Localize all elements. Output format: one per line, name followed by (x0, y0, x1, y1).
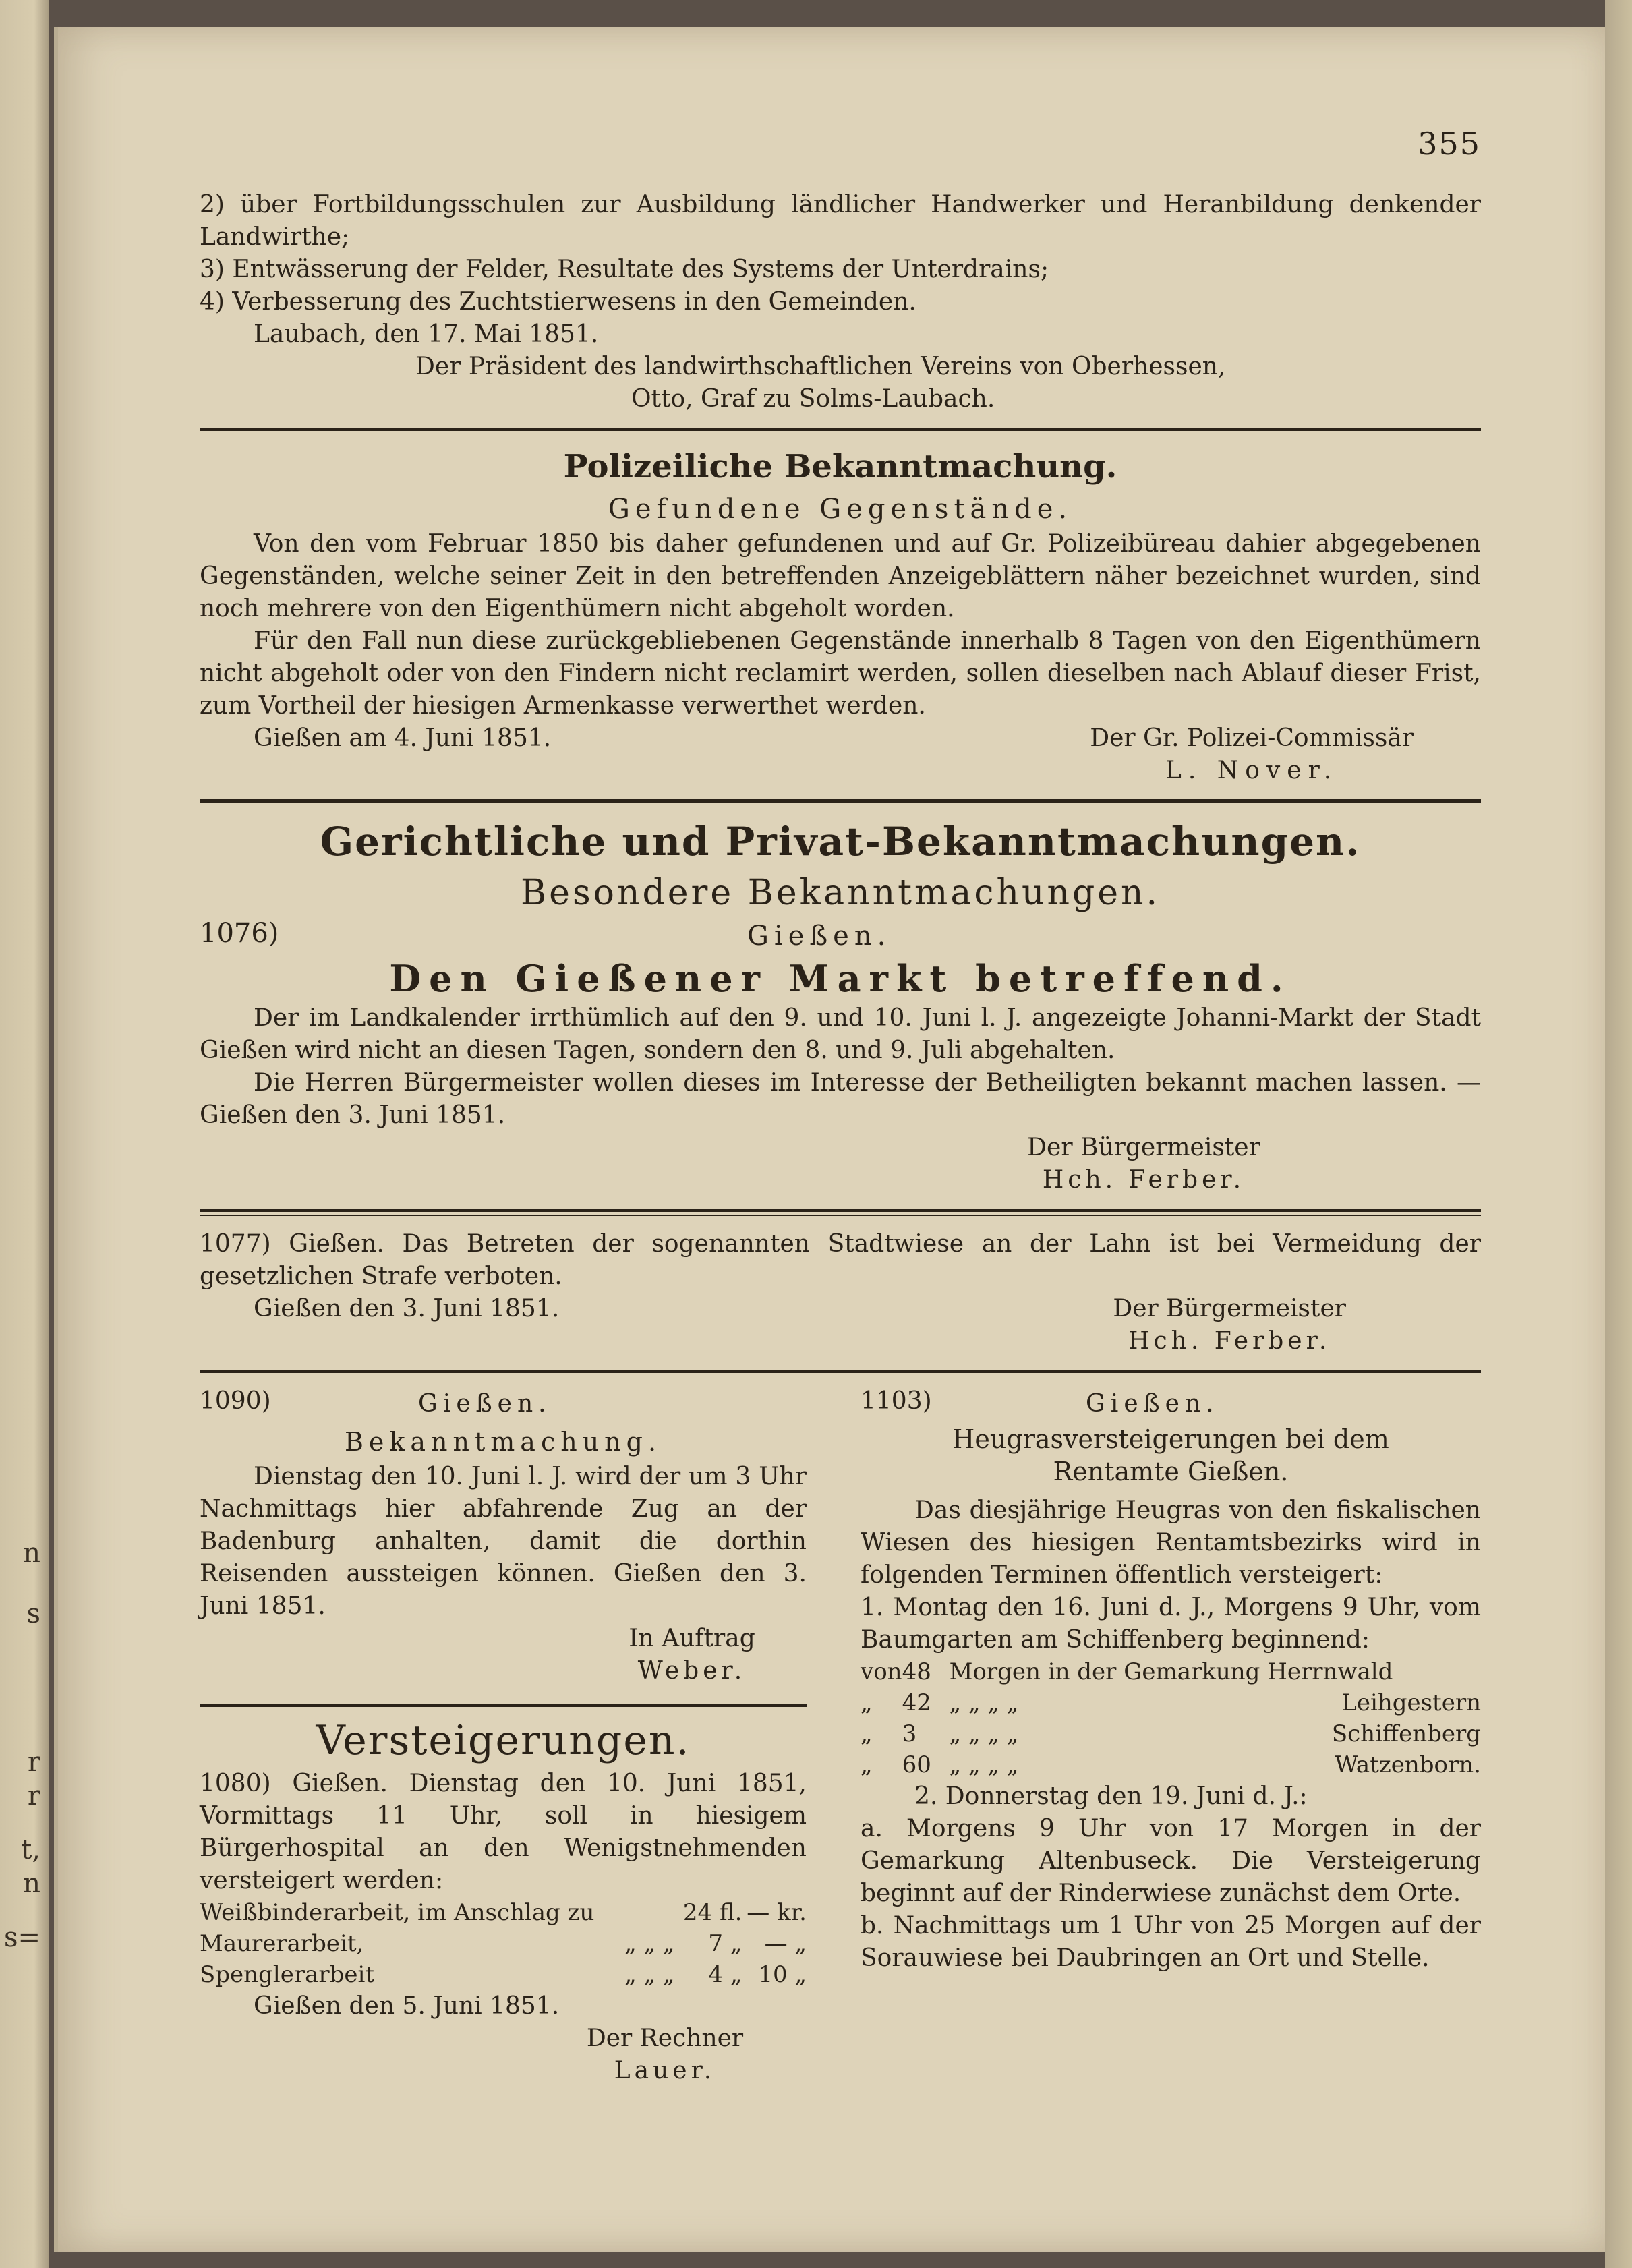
left-column (200, 1385, 807, 2087)
notice-paragraph: Dienstag den 10. Juni l. J. wird der um 3 Uhr Nachmittags hier abfahrende Zug an der Badenburg anhalten, damit die dorthin Reisenden aussteigen können. Gießen den 3. Juni 1851. (200, 1463, 807, 1620)
signer-title: Der Bürgermeister (1113, 1295, 1346, 1322)
notice-paragraph: 1080) Gießen. Dienstag den 10. Juni 1851, Vormittags 11 Uhr, soll in hiesigem Bürgerhospital an den Wenigstnehmenden versteigert werden: (200, 1770, 807, 1894)
table-cell: „ (861, 1720, 873, 1747)
signer-name: Lauer. (614, 2057, 716, 2085)
place-date: Gießen am 4. Juni 1851. (254, 724, 552, 752)
notice-paragraph: Die Herren Bürgermeister wollen dieses im Interesse der Betheiligten bekannt machen lassen. — Gießen den 3. Juni 1851. (200, 1069, 1481, 1129)
notice-item: 1. Montag den 16. Juni d. J., Morgens 9 Uhr, vom Baumgarten am Schiffenberg beginnend: (861, 1594, 1481, 1654)
meadow-table (861, 1656, 1481, 1780)
auctions-heading: Versteigerungen. (316, 1717, 691, 1764)
notice-place: Gießen. (1086, 1390, 1219, 1418)
table-cell: 7 „ (708, 1930, 742, 1957)
table-cell: Leihgestern (1341, 1689, 1481, 1716)
table-cell: Spenglerarbeit (200, 1961, 375, 1988)
table-cell: Watzenborn. (1334, 1751, 1481, 1778)
police-paragraph: Von den vom Februar 1850 bis daher gefundenen und auf Gr. Polizeibüreau dahier abgegebenen Gegenständen, welche seiner Zeit in den betreffenden Anzeigeblättern näher bezeichnet wurden, sind noch mehrere von den Eigenthümern nicht abgeholt worden. (200, 530, 1481, 622)
section-rule-thin (200, 1215, 1481, 1216)
police-notice (200, 443, 1481, 787)
document-page (54, 27, 1609, 2252)
court-heading: Gerichtliche und Privat-Bekanntmachungen. (320, 819, 1361, 865)
two-column-section (200, 1385, 1481, 2087)
signer-title: Der Rechner (586, 2025, 744, 2052)
table-cell (624, 1897, 678, 1928)
margin-fragment: n (23, 1868, 40, 1899)
notice-place: Gießen. (418, 1390, 552, 1418)
place-date: Gießen den 3. Juni 1851. (254, 1295, 560, 1322)
signer-title: Der Präsident des landwirthschaftlichen Vereins von Oberhessen, (415, 353, 1226, 380)
table-row (861, 1718, 1481, 1749)
margin-fragment: t, (21, 1834, 40, 1865)
table-cell: Weißbinderarbeit, im Anschlag zu (200, 1899, 595, 1926)
margin-fragment: r (27, 1747, 40, 1778)
table-cell: Maurerarbeit, (200, 1930, 364, 1957)
table-cell: „ „ „ „ (949, 1720, 1019, 1747)
table-row (200, 1928, 807, 1959)
right-column (861, 1385, 1481, 2087)
signer-title: Der Gr. Polizei-Commissär (1090, 724, 1414, 752)
page-content (200, 94, 1481, 2087)
table-cell: „ „ „ „ (949, 1751, 1019, 1778)
section-rule (200, 1370, 1481, 1373)
left-page-edge (0, 0, 49, 2268)
notice-title: Heugrasversteigerungen bei dem Rentamte Gießen. (952, 1424, 1389, 1486)
section-rule (200, 799, 1481, 803)
cost-table (200, 1897, 807, 1990)
notice-number: 1103) (861, 1387, 932, 1415)
notice-1103 (861, 1385, 1481, 1975)
section-rule (200, 1209, 1481, 1212)
table-cell: 3 (902, 1720, 917, 1747)
right-page-edge (1605, 0, 1632, 2268)
table-cell: 48 (902, 1658, 931, 1685)
table-row (861, 1656, 1481, 1687)
table-row (200, 1897, 807, 1928)
notice-item: b. Nachmittags um 1 Uhr von 25 Morgen auf der Sorauwiese bei Daubringen an Ort und Stelle. (861, 1912, 1481, 1972)
police-paragraph: Für den Fall nun diese zurückgebliebenen Gegenstände innerhalb 8 Tagen von den Eigenthümern nicht abgeholt oder von den Findern nicht reclamirt werden, sollen dieselben nach Ablauf dieser Frist, zum Vortheil der hiesigen Armenkasse verwerthet werden. (200, 627, 1481, 720)
table-cell: 24 fl. (682, 1899, 742, 1926)
notice-title: Bekanntmachung. (344, 1427, 662, 1457)
notice-paragraph: Der im Landkalender irrthümlich auf den 9. und 10. Juni l. J. angezeigte Johanni-Markt der Stadt Gießen wird nicht an diesen Tagen, sondern den 8. und 9. Juli abgehalten. (200, 1004, 1481, 1064)
notice-paragraph: Das diesjährige Heugras von den fiskalischen Wiesen des hiesigen Rentamtsbezirks wird in folgenden Terminen öffentlich versteigert: (861, 1496, 1481, 1589)
notice-item: 4) Verbesserung des Zuchtstierwesens in den Gemeinden. (200, 288, 916, 316)
notice-number: 1076) (200, 918, 279, 949)
signer-name: L. Nover. (1165, 757, 1339, 784)
margin-fragment: r (27, 1780, 40, 1811)
section-rule (200, 428, 1481, 431)
notice-item: 2. Donnerstag den 19. Juni d. J.: (914, 1782, 1308, 1810)
notice-paragraph: 1077) Gießen. Das Betreten der sogenannten Stadtwiese an der Lahn ist bei Vermeidung der gesetzlichen Strafe verboten. (200, 1230, 1481, 1290)
table-cell: 60 (902, 1751, 931, 1778)
notice-1090 (200, 1385, 807, 1687)
notice-item: 3) Entwässerung der Felder, Resultate des Systems der Unterdrains; (200, 256, 1049, 283)
notice-place: Gießen. (747, 921, 892, 952)
table-row (200, 1959, 807, 1990)
section-rule (200, 1704, 807, 1707)
table-cell: Schiffenberg (1331, 1720, 1481, 1747)
margin-fragment: s (26, 1598, 40, 1629)
signer-name: Hch. Ferber. (1128, 1327, 1331, 1355)
table-cell: „ „ „ „ (949, 1689, 1019, 1716)
notice-title: Den Gießener Markt betreffend. (389, 957, 1291, 1000)
table-cell: 42 (902, 1689, 931, 1716)
court-subheading: Besondere Bekanntmachungen. (520, 873, 1161, 913)
signer-name: Hch. Ferber. (1042, 1166, 1246, 1194)
notice-number: 1090) (200, 1387, 271, 1415)
notice-1077 (200, 1228, 1481, 1358)
page-number: 355 (1418, 125, 1481, 162)
table-row (861, 1749, 1481, 1780)
table-row (861, 1687, 1481, 1718)
table-cell: von (861, 1658, 902, 1685)
notice-1076 (200, 917, 1481, 1196)
table-cell: 10 „ (758, 1961, 807, 1988)
table-cell: „ (861, 1689, 873, 1716)
notice-item: 2) über Fortbildungsschulen zur Ausbildung ländlicher Handwerker und Heranbildung denkender Landwirthe; (200, 191, 1481, 251)
top-notice (200, 94, 1481, 415)
police-heading: Polizeiliche Bekanntmachung. (563, 448, 1117, 486)
signer-name: Otto, Graf zu Solms-Laubach. (631, 385, 995, 413)
notice-1080 (200, 1768, 807, 2087)
place-date: Gießen den 5. Juni 1851. (254, 1992, 560, 2020)
table-cell: „ „ „ (624, 1930, 675, 1957)
table-cell: 4 „ (708, 1961, 742, 1988)
table-cell: — „ (764, 1930, 807, 1957)
police-subheading: Gefundene Gegenstände. (608, 494, 1073, 525)
table-cell: Morgen in der Gemarkung Herrnwald (949, 1658, 1393, 1685)
signer-title: Der Bürgermeister (1027, 1134, 1260, 1161)
signer-name: Weber. (637, 1657, 747, 1685)
table-cell: „ (861, 1751, 873, 1778)
notice-item: a. Morgens 9 Uhr von 17 Morgen in der Gemarkung Altenbuseck. Die Versteigerung beginnt auf der Rinderwiese zunächst dem Orte. (861, 1815, 1481, 1907)
margin-fragment: n (23, 1538, 40, 1569)
signer-title: In Auftrag (629, 1625, 755, 1652)
table-cell: — kr. (747, 1899, 807, 1926)
margin-fragment: s= (3, 1922, 40, 1953)
table-cell: „ „ „ (624, 1961, 675, 1988)
place-date: Laubach, den 17. Mai 1851. (254, 320, 599, 348)
